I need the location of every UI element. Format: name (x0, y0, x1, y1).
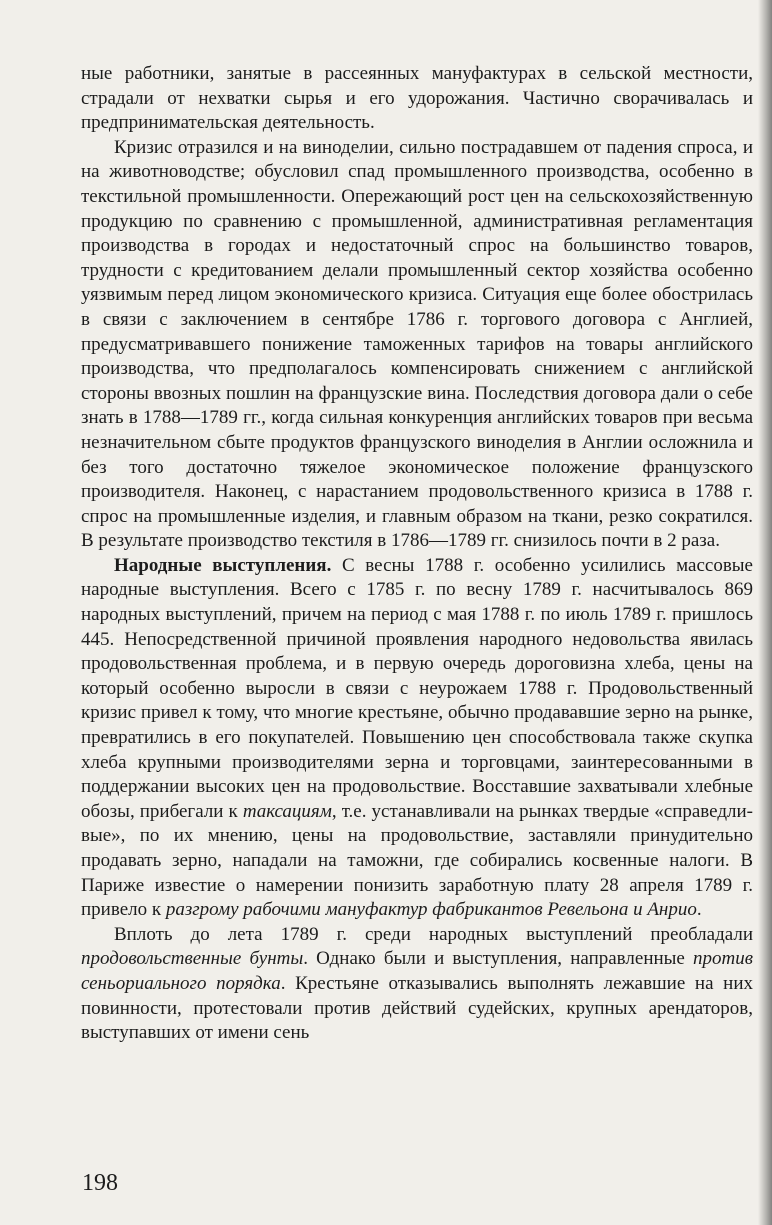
paragraph-2 (81, 136, 753, 554)
paragraph-1-text: ные работники, занятые в рассеянных мануфактурах в сельской местности, страдали от нехватки сырья и его удорожания. Частично сворачивалась и предпринимательская деятельность. (81, 63, 753, 134)
paragraph-3-text-a: С весны 1788 г. особенно усилились массовые народные выступления. Всего с 1785 г. по весну 1789 г. насчитывалось 869 народных выступлений, причем на период с мая 1788 г. по июль 1789 г. пришлось 445. Непосредственной причиной проявления народного недовольства явилась продовольственная проблема, и в первую очередь дороговизна хлеба, цены на который особенно выросли в связи с неурожаем 1788 г. Продовольственный кризис привел к тому, что многие крестьяне, обычно продававшие зерно на рынке, превратились в его покупателей. Повышению цен способствовала также скупка хлеба крупными производителями зерна и торговцами, заинтересованными в поддержании высоких цен на продовольствие. Восставшие захватывали хлебные обозы, прибегали к (81, 554, 753, 822)
paragraph-2-text: Кризис отразился и на виноделии, сильно пострадавшем от падения спроса, и на животноводстве; обусловил спад промышленного производства, особенно в текстильной промышленности. Опережающий рост цен на сельскохозяйственную продукцию по сравнению с промышленной, административная регламентация производства в городах и недостаточный спрос на большинство товаров, трудности с кредитованием делали промышленный сектор хозяйства особенно уязвимым перед лицом экономического кризиса. Ситуация еще более обострилась в связи с заключением в сентябре 1786 г. торгового договора с Англией, предусматривавшего понижение таможенных тарифов на товары английского производства, что предполагалось компенсировать снижением с английской стороны ввозных пошлин на французские вина. Последствия договора дали о себе знать в 1788—1789 гг., когда сильная конкуренция английских товаров при весьма незначительном сбыте продуктов французского виноделия в Англии осложнила и без того достаточно тяжелое экономическое положение французского производителя. Наконец, с нарастанием продовольственного кризиса в 1788 г. спрос на промышленные изделия, и главным образом на ткани, резко сократился. В результате производство текстиля в 1786—1789 гг. снизилось почти в 2 раза. (81, 136, 753, 552)
term-manufactory-destruction: разгрому рабочими мануфактур фабрикантов Ревельона и Анрио (165, 899, 697, 921)
term-against-seigneurial-order: против сеньориального порядка (81, 948, 753, 994)
paragraph-1 (81, 62, 753, 136)
paragraph-3-text-b: , т.е. устанавливали на рынках твердые «справедливые», по их мнению, цены на продовольствие, заставляли принудительно продавать зерно, нападали на таможни, где собирались косвенные налоги. В Париже известие о намерении понизить заработную плату 28 апреля 1789 г. привело к (81, 800, 753, 921)
paragraph-4-text-a: Вплоть до лета 1789 г. среди народных выступлений преобладали (114, 923, 753, 945)
page-number: 198 (82, 1170, 118, 1196)
paragraph-3 (81, 554, 753, 923)
paragraph-4-text-c: . Крестьяне отказывались выполнять лежавшие на них повинности, протестовали против действий судейских, крупных арендаторов, выступавших от имени сень (81, 972, 753, 1044)
paragraph-4 (81, 923, 753, 1046)
term-food-riots: продовольственные бунты (81, 948, 304, 970)
term-taxation: таксациям (242, 800, 332, 822)
paragraph-3-text-c: . (696, 899, 702, 921)
body-text (81, 62, 753, 1046)
page-edge-shadow (758, 0, 772, 1225)
section-heading-popular-uprisings: Народные выступления. (114, 554, 332, 576)
paragraph-4-text-b: . Однако были и выступления, направленные (303, 948, 694, 970)
